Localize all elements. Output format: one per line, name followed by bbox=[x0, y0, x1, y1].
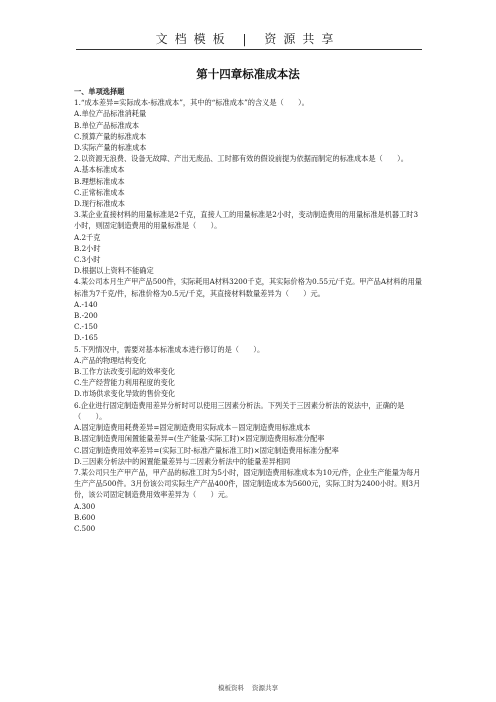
question-text: 1.“成本差异=实际成本-标准成本”，其中的“标准成本”的含义是（ ）。 bbox=[74, 98, 309, 108]
document-body bbox=[74, 86, 424, 534]
answer-option: B.2小时 bbox=[74, 243, 101, 253]
page-title: 第十四章标准成本法 bbox=[196, 67, 300, 81]
answer-option: B.固定制造费用闲置能量差异=(生产能量-实际工时)×固定制造费用标准分配率 bbox=[74, 434, 325, 444]
answer-option: D.根据以上资料不能确定 bbox=[74, 266, 154, 276]
answer-option: B.600 bbox=[74, 512, 96, 522]
question-text: 6.企业进行固定制造费用差异分析时可以使用三因素分析法。下列关于三因素分析法的说法中，正确的是（ ）。 bbox=[74, 400, 405, 421]
question-text: 5.下列情况中，需要对基本标准成本进行修订的是（ ）。 bbox=[74, 344, 265, 354]
answer-option: A.基本标准成本 bbox=[74, 165, 125, 175]
header-divider bbox=[76, 49, 422, 50]
page-footer: 模板资料 资源共享 bbox=[217, 684, 279, 692]
answer-option: C.固定制造费用效率差异=(实际工时-标准产量标准工时)×固定制造费用标准分配率 bbox=[74, 445, 339, 455]
answer-option: D.三因素分析法中的闲置能量差异与二因素分析法中的能量差异相同 bbox=[74, 456, 291, 466]
answer-option: C.预算产量的标准成本 bbox=[74, 131, 147, 141]
answer-option: D.现行标准成本 bbox=[74, 199, 125, 209]
answer-option: A.产品的物理结构变化 bbox=[74, 355, 147, 365]
answer-option: B.理想标准成本 bbox=[74, 176, 125, 186]
page-header: 文档模板 | 资源共享 bbox=[155, 32, 341, 46]
answer-option: C.3小时 bbox=[74, 255, 101, 265]
answer-option: A.300 bbox=[74, 501, 96, 511]
answer-option: C.生产经营能力利用程度的变化 bbox=[74, 378, 175, 388]
section-heading: 一、单项选择题 bbox=[74, 87, 125, 96]
answer-option: D.-165 bbox=[74, 333, 98, 343]
question-text: 3.某企业直接材料的用量标准是2千克，直接人工的用量标准是2小时，变动制造费用的用量标准是机器工时3小时，则固定制造费用的用量标准是（ ）。 bbox=[74, 210, 419, 231]
answer-option: D.市场供求变化导致的售价变化 bbox=[74, 389, 176, 399]
answer-option: D.实际产量的标准成本 bbox=[74, 143, 147, 153]
question-text: 4.某公司本月生产甲产品500件，实际耗用A材料3200千克，其实际价格为0.55元/千克。甲产品A材料的用量标准为7千克/件，标准价格为0.5元/千克，其直接材料数量差异为（ ）元。 bbox=[74, 277, 422, 298]
answer-option: A.-140 bbox=[74, 299, 98, 309]
answer-option: A.固定制造费用耗费差异=固定制造费用实际成本－固定制造费用标准成本 bbox=[74, 423, 311, 433]
question-text: 7.某公司只生产甲产品，甲产品的标准工时为5小时，固定制造费用标准成本为10元/件，企业生产能量为每月生产产品500件。3月份该公司实际生产产品400件，固定制造成本为5600元，实际工时为2400小时。则3月份，该公司固定制造费用效率差异为（ ）元。 bbox=[74, 467, 421, 500]
question-text: 2.以资源无浪费、设备无故障、产出无废品、工时都有效的假设前提为依据而制定的标准成本是（ ）。 bbox=[74, 154, 408, 164]
answer-option: A.单位产品标准消耗量 bbox=[74, 109, 147, 119]
answer-option: B.-200 bbox=[74, 311, 98, 321]
answer-option: C.-150 bbox=[74, 322, 98, 332]
answer-option: C.500 bbox=[74, 523, 96, 533]
answer-option: B.工作方法改变引起的效率变化 bbox=[74, 367, 176, 377]
answer-option: C.正常标准成本 bbox=[74, 187, 125, 197]
answer-option: B.单位产品标准成本 bbox=[74, 120, 140, 130]
answer-option: A.2千克 bbox=[74, 232, 101, 242]
